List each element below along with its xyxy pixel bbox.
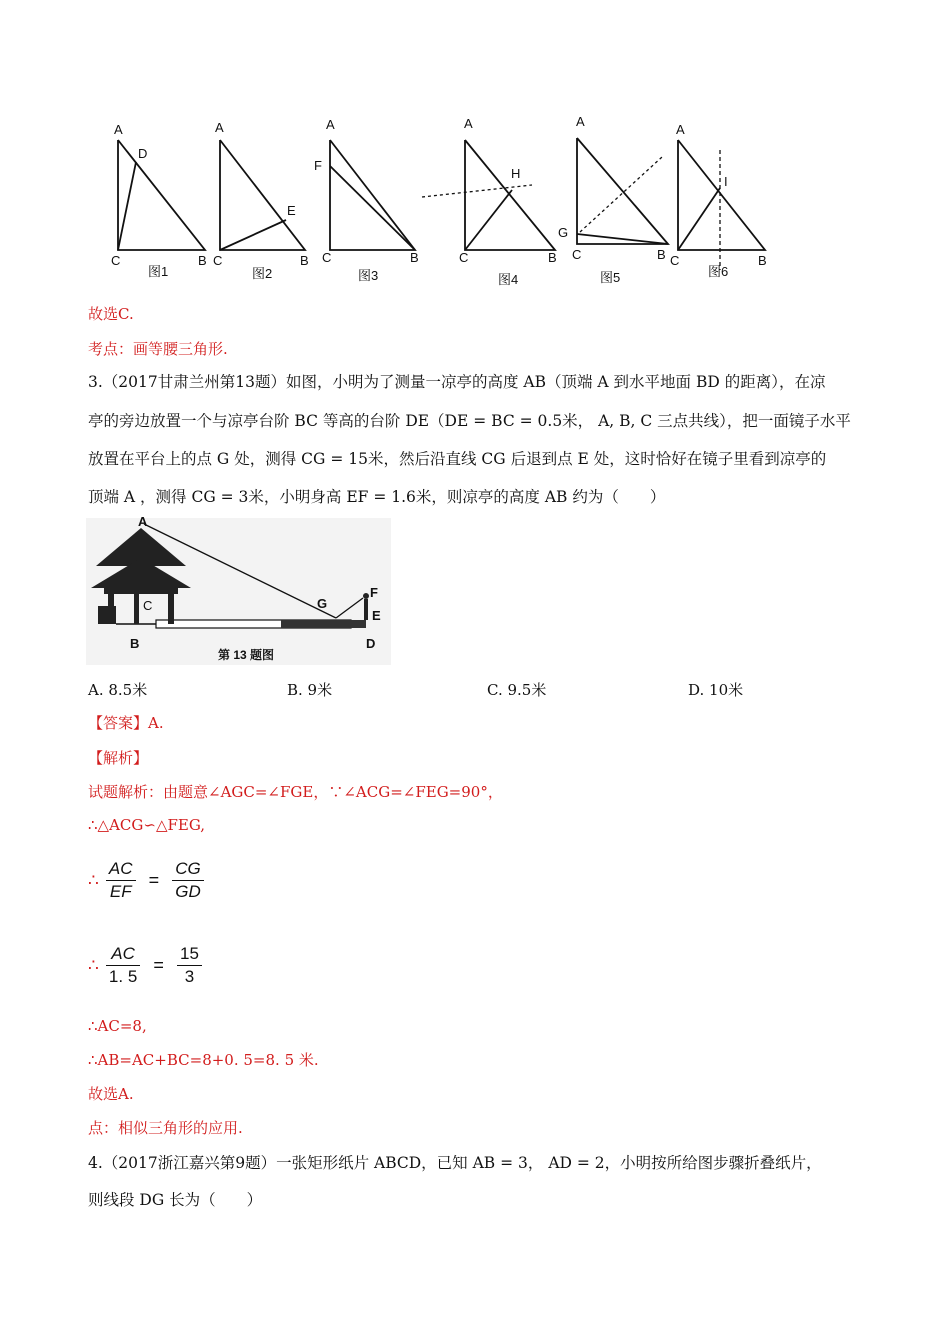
q3-img-f: F [370, 585, 378, 600]
fig4-label-c: C [459, 250, 469, 265]
q3-analysis3: ∴AC=8, [88, 1017, 147, 1035]
therefore-symbol: ∴ [88, 955, 99, 976]
fig5-caption: 图5 [600, 270, 621, 285]
q4-line1: 4.（2017浙江嘉兴第9题）一张矩形纸片 ABCD，已知 AB = 3， AD = 2，小明按所给图步骤折叠纸片， [88, 1154, 822, 1172]
fraction-15-3 [177, 943, 202, 988]
fig6-label-i: I [724, 174, 728, 189]
fig1-label-a: A [114, 122, 123, 137]
q3-analysis4: ∴AB=AC+BC=8+0. 5=8. 5 米. [88, 1051, 319, 1069]
fig2-label-e: E [287, 203, 296, 218]
fraction-cg-gd [172, 858, 204, 903]
numerator: AC [106, 858, 136, 881]
fig2-caption: 图2 [252, 266, 273, 281]
q3-line2: 亭的旁边放置一个与凉亭台阶 BC 等高的台阶 DE（DE = BC = 0.5米， A, B, C 三点共线），把一面镜子水平 [88, 412, 851, 430]
fig3-caption: 图3 [358, 268, 379, 283]
q3-img-e: E [372, 608, 381, 623]
q3-img-g: G [317, 596, 328, 611]
fig3-label-a: A [326, 117, 335, 132]
q3-img-caption: 第 13 题图 [218, 648, 275, 662]
equals-sign: = [153, 955, 164, 975]
q3-img-c: C [143, 598, 153, 613]
q3-point: 点：相似三角形的应用. [88, 1119, 243, 1137]
fig6-label-b: B [758, 253, 767, 268]
point-prev: 考点：画等腰三角形. [88, 340, 228, 358]
q3-line3: 放置在平台上的点 G 处，测得 CG = 15米，然后沿直线 CG 后退到点 E 处，这时恰好在镜子里看到凉亭的 [88, 450, 827, 468]
q3-analysis2: ∴△ACG∽△FEG, [88, 816, 206, 834]
fig5-label-b: B [657, 247, 666, 262]
ratio-equation-2 [88, 943, 202, 988]
fig6-caption: 图6 [708, 264, 729, 279]
q3-img-d: D [366, 636, 376, 651]
q3-choose: 故选A. [88, 1085, 134, 1103]
fig5-label-a: A [576, 114, 585, 129]
fig3-label-b: B [410, 250, 419, 265]
ratio-equation-1 [88, 858, 204, 903]
fig1-label-d: D [138, 146, 148, 161]
fig2-label-b: B [300, 253, 309, 268]
denominator: 1. 5 [108, 967, 138, 986]
fig2-label-c: C [213, 253, 223, 268]
q4-line2: 则线段 DG 长为（ ） [88, 1191, 263, 1209]
fig3-label-f: F [314, 158, 322, 173]
numerator: AC [106, 943, 140, 966]
q3-line4: 顶端 A ，测得 CG = 3米，小明身高 EF = 1.6米，则凉亭的高度 AB 约为（ ） [88, 488, 666, 506]
fig2-label-a: A [215, 120, 224, 135]
fig6-label-a: A [676, 122, 685, 137]
fig1-caption: 图1 [148, 264, 169, 279]
fig3-label-c: C [322, 250, 332, 265]
q3-analysis-head: 【解析】 [88, 749, 149, 767]
q3-line1: 3.（2017甘肃兰州第13题）如图，小明为了测量一凉亭的高度 AB（顶端 A 到水平地面 BD 的距离），在凉 [88, 373, 826, 391]
q3-img-b: B [130, 636, 140, 651]
option-a: A. 8.5米 [88, 681, 148, 699]
fig5-label-c: C [572, 247, 582, 262]
fraction-ac-ef [106, 858, 136, 903]
fig4-caption: 图4 [498, 272, 519, 287]
q3-answer: 【答案】A. [88, 714, 164, 732]
therefore-symbol: ∴ [88, 870, 99, 891]
fig4-label-a: A [464, 116, 473, 131]
option-d: D. 10米 [688, 681, 744, 699]
fig4-label-b: B [548, 250, 557, 265]
fig4-label-h: H [511, 166, 521, 181]
denominator: 3 [184, 967, 195, 986]
fraction-ac-1-5 [106, 943, 140, 988]
answer-prev: 故选C. [88, 305, 134, 323]
denominator: GD [175, 882, 201, 901]
numerator: CG [172, 858, 204, 881]
q3-img-a: A [138, 514, 148, 529]
fig5-label-g: G [558, 225, 569, 240]
option-b: B. 9米 [287, 681, 333, 699]
equals-sign: = [148, 870, 160, 890]
fig1-label-b: B [198, 253, 207, 268]
fig1-label-c: C [111, 253, 121, 268]
q3-analysis1: 试题解析：由题意∠AGC=∠FGE，∵∠ACG=∠FEG=90°， [88, 783, 503, 801]
denominator: EF [109, 882, 132, 901]
option-c: C. 9.5米 [487, 681, 547, 699]
fig6-label-c: C [670, 253, 680, 268]
numerator: 15 [177, 943, 202, 966]
